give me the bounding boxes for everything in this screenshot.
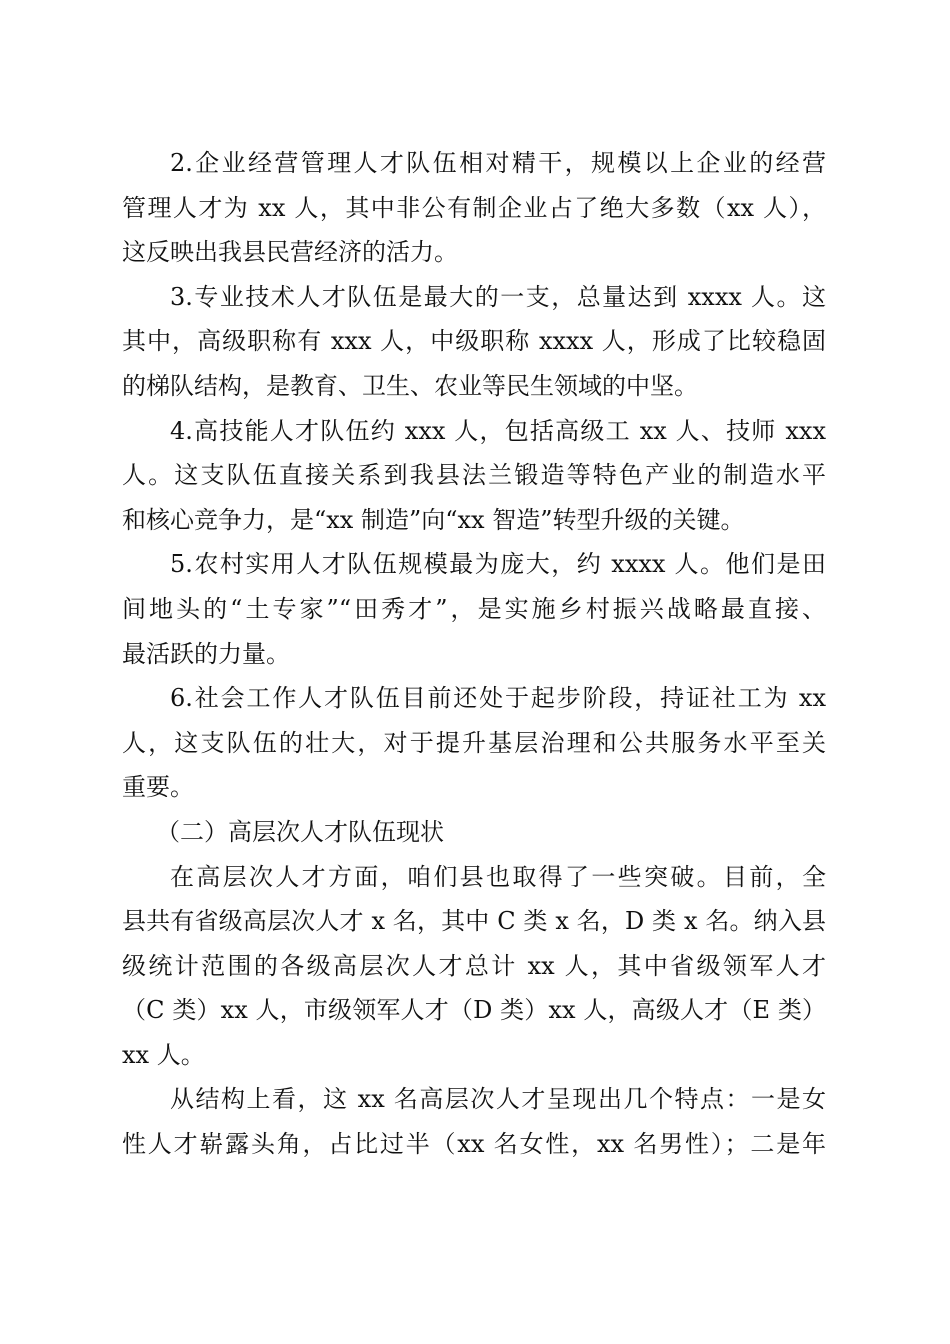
text-line: 最活跃的力量。 [122,639,290,668]
text-line: 6.社会工作人才队伍目前还处于起步阶段，持证社工为 xx [170,684,826,713]
text-line: 性人才崭露头角，占比过半（xx 名女性，xx 名男性）；二是年 [122,1130,826,1159]
text-line: 和核心竞争力，是“xx 制造”向“xx 智造”转型升级的关键。 [122,505,745,534]
text-line: 间地头的“土专家”“田秀才”，是实施乡村振兴战略最直接、 [122,594,826,623]
text-line: 县共有省级高层次人才 x 名，其中 C 类 x 名，D 类 x 名。纳入县 [122,907,826,936]
text-line: 这反映出我县民营经济的活力。 [122,238,458,267]
text-line: 在高层次人才方面，咱们县也取得了一些突破。目前，全 [170,862,826,891]
text-line: 5.农村实用人才队伍规模最为庞大，约 xxxx 人。他们是田 [170,550,826,579]
text-line: 重要。 [122,773,194,802]
paragraph [122,676,826,810]
paragraph [122,141,826,275]
text-line: xx 人。 [122,1040,205,1069]
paragraph [122,275,826,409]
paragraph [122,542,826,676]
text-line: 管理人才为 xx 人，其中非公有制企业占了绝大多数（xx 人）， [122,193,826,222]
text-line: （C 类）xx 人，市级领军人才（D 类）xx 人，高级人才（E 类） [122,996,826,1025]
text-line: 人。这支队伍直接关系到我县法兰锻造等特色产业的制造水平 [122,461,826,490]
paragraph [122,855,826,1078]
text-line: 4.高技能人才队伍约 xxx 人，包括高级工 xx 人、技师 xxx [170,416,826,445]
paragraph [122,1077,826,1166]
text-line: 人，这支队伍的壮大，对于提升基层治理和公共服务水平至关 [122,728,826,757]
section-heading: （二）高层次人才队伍现状 [156,817,444,846]
paragraph [122,409,826,543]
text-line: 2.企业经营管理人才队伍相对精干，规模以上企业的经营 [170,149,826,177]
text-line: 其中，高级职称有 xxx 人，中级职称 xxxx 人，形成了比较稳固 [122,327,826,356]
document-page [122,141,826,1167]
text-line: 3.专业技术人才队伍是最大的一支，总量达到 xxxx 人。这 [170,282,826,311]
text-line: 的梯队结构，是教育、卫生、农业等民生领域的中坚。 [122,371,698,400]
text-line: 从结构上看，这 xx 名高层次人才呈现出几个特点：一是女 [170,1085,826,1114]
text-line: 级统计范围的各级高层次人才总计 xx 人，其中省级领军人才 [122,951,826,980]
